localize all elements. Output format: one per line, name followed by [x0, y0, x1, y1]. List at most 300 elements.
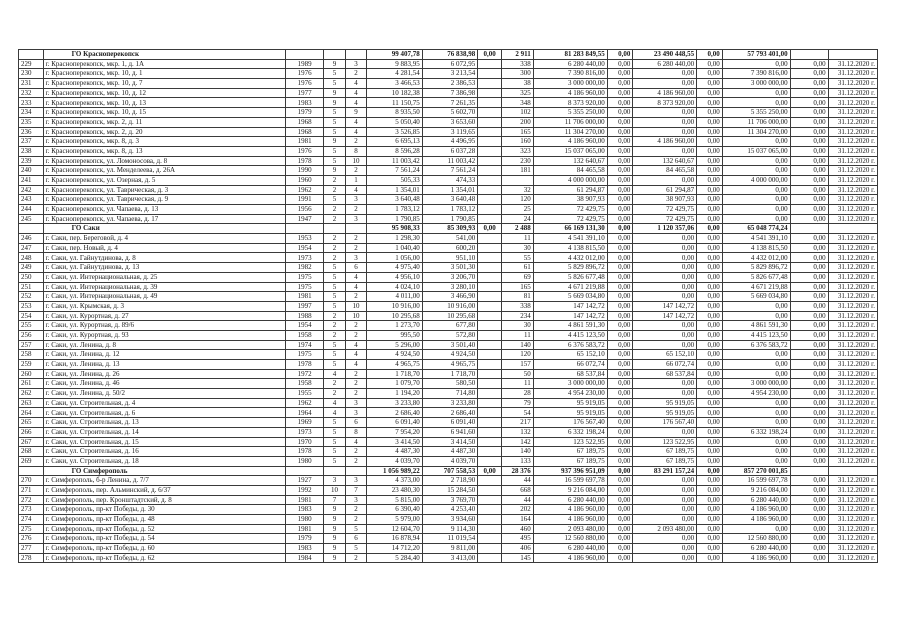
table-cell: 0,00: [790, 243, 828, 253]
table-cell: 541,00: [422, 234, 477, 244]
table-cell: 0,00: [790, 447, 828, 457]
table-cell: 176 567,40: [533, 418, 607, 428]
table-cell: 0,00: [607, 340, 633, 350]
table-cell: 0,00: [633, 321, 697, 331]
table-cell: 0,00: [790, 340, 828, 350]
table-cell: 4: [345, 360, 367, 370]
table-row: [19, 330, 878, 340]
table-cell: 31.12.2020 г.: [828, 476, 877, 486]
table-cell: 0,00: [697, 553, 723, 563]
table-row: [19, 272, 878, 282]
table-cell: 937 396 951,09: [533, 466, 607, 476]
table-cell: 165: [501, 282, 533, 292]
table-cell: 0,00: [790, 311, 828, 321]
table-cell: 31.12.2020 г.: [828, 369, 877, 379]
table-cell: 6 280 440,00: [533, 59, 607, 69]
table-cell: 95 919,05: [633, 408, 697, 418]
table-row: [19, 369, 878, 379]
table-cell: 3: [345, 476, 367, 486]
table-cell: 1975: [286, 350, 324, 360]
table-cell: г. Саки, ул. Ленина, д. 13: [43, 360, 285, 370]
table-cell: 0,00: [722, 360, 790, 370]
table-cell: 0,00: [633, 243, 697, 253]
table-cell: 31.12.2020 г.: [828, 515, 877, 525]
table-cell: 132 640,67: [633, 156, 697, 166]
table-cell: [478, 389, 502, 399]
table-cell: 240: [19, 166, 44, 176]
table-cell: 38 907,93: [533, 195, 607, 205]
table-cell: г. Красноперекопск, мкр. 10, д. 12: [43, 88, 285, 98]
table-cell: 30: [501, 321, 533, 331]
table-cell: [286, 224, 324, 234]
table-cell: 2 686,40: [367, 408, 422, 418]
table-cell: 2 911: [501, 50, 533, 60]
table-cell: 2: [345, 243, 367, 253]
table-cell: 0,00: [478, 50, 502, 60]
table-cell: 5 826 677,48: [722, 272, 790, 282]
table-cell: 4 541 391,10: [722, 234, 790, 244]
table-cell: 0,00: [790, 437, 828, 447]
table-cell: 0,00: [633, 379, 697, 389]
table-row: [19, 166, 878, 176]
table-cell: 0,00: [697, 69, 723, 79]
table-cell: 4 415 123,50: [533, 330, 607, 340]
table-cell: 44: [501, 476, 533, 486]
table-cell: 9: [324, 98, 346, 108]
table-cell: 1 790,85: [367, 214, 422, 224]
table-cell: 4: [345, 79, 367, 89]
table-cell: [478, 485, 502, 495]
table-cell: 0,00: [607, 88, 633, 98]
table-cell: г. Саки, ул. Гайнутдинова, д. 13: [43, 263, 285, 273]
table-cell: 1947: [286, 214, 324, 224]
table-cell: 1976: [286, 79, 324, 89]
table-cell: 4 924,50: [367, 350, 422, 360]
table-cell: 271: [19, 485, 44, 495]
table-cell: 123 522,95: [633, 437, 697, 447]
table-cell: 7 954,20: [367, 427, 422, 437]
table-cell: 0,00: [790, 544, 828, 554]
table-cell: 0,00: [722, 398, 790, 408]
table-cell: 995,50: [367, 330, 422, 340]
table-cell: [478, 427, 502, 437]
table-cell: 31.12.2020 г.: [828, 127, 877, 137]
table-cell: [478, 340, 502, 350]
table-cell: 0,00: [697, 340, 723, 350]
table-cell: 0,00: [790, 321, 828, 331]
table-cell: 0,00: [607, 330, 633, 340]
table-cell: 0,00: [607, 515, 633, 525]
table-row: [19, 350, 878, 360]
table-cell: 0,00: [697, 379, 723, 389]
table-cell: 0,00: [722, 350, 790, 360]
table-cell: 4 924,50: [422, 350, 477, 360]
table-cell: 2: [324, 205, 346, 215]
table-row: [19, 544, 878, 554]
table-cell: 4 186 960,00: [722, 553, 790, 563]
table-cell: 254: [19, 311, 44, 321]
table-cell: 0,00: [633, 146, 697, 156]
table-cell: 6 941,60: [422, 427, 477, 437]
table-cell: 11 706 000,00: [533, 117, 607, 127]
table-cell: 120: [501, 350, 533, 360]
table-cell: 0,00: [790, 292, 828, 302]
table-cell: 10: [324, 485, 346, 495]
table-row: [19, 98, 878, 108]
table-cell: 4 671 219,88: [722, 282, 790, 292]
table-cell: 230: [19, 69, 44, 79]
table-cell: 3: [345, 408, 367, 418]
table-cell: 38 907,93: [633, 195, 697, 205]
table-cell: 8 373 920,00: [533, 98, 607, 108]
table-cell: 31.12.2020 г.: [828, 350, 877, 360]
table-cell: 4 487,30: [367, 447, 422, 457]
table-cell: 5: [324, 350, 346, 360]
group-row: [19, 50, 878, 60]
table-cell: 0,00: [607, 301, 633, 311]
table-cell: 14 712,20: [367, 544, 422, 554]
table-row: [19, 311, 878, 321]
table-cell: [478, 495, 502, 505]
table-cell: 0,00: [607, 447, 633, 457]
table-cell: 229: [19, 59, 44, 69]
table-cell: 0,00: [607, 292, 633, 302]
table-cell: [478, 263, 502, 273]
table-cell: 31.12.2020 г.: [828, 495, 877, 505]
table-cell: 0,00: [607, 79, 633, 89]
table-cell: 11 150,75: [367, 98, 422, 108]
table-cell: 495: [501, 534, 533, 544]
table-cell: 0,00: [697, 253, 723, 263]
table-cell: 4 186 960,00: [722, 515, 790, 525]
table-cell: 249: [19, 263, 44, 273]
table-row: [19, 108, 878, 118]
table-cell: 66 169 131,30: [533, 224, 607, 234]
table-cell: 255: [19, 321, 44, 331]
table-cell: 2 093 480,00: [533, 524, 607, 534]
table-cell: 0,00: [790, 408, 828, 418]
table-cell: 31.12.2020 г.: [828, 146, 877, 156]
table-cell: 4: [324, 369, 346, 379]
table-cell: г. Саки, ул. Строительная, д. 16: [43, 447, 285, 457]
table-cell: 4 671 219,88: [533, 282, 607, 292]
table-cell: 147 142,72: [633, 311, 697, 321]
table-row: [19, 495, 878, 505]
table-cell: 4 281,54: [367, 69, 422, 79]
table-cell: 6 376 583,72: [722, 340, 790, 350]
table-cell: 9 883,95: [367, 59, 422, 69]
table-cell: 38: [501, 79, 533, 89]
table-cell: 5: [324, 301, 346, 311]
table-row: [19, 205, 878, 215]
table-cell: 31.12.2020 г.: [828, 447, 877, 457]
table-cell: 2 488: [501, 224, 533, 234]
table-cell: 505,33: [367, 175, 422, 185]
table-cell: г. Красноперекопск, мкр. 8, д. 3: [43, 137, 285, 147]
table-cell: [478, 369, 502, 379]
table-cell: 61 294,87: [633, 185, 697, 195]
table-cell: 4 039,70: [422, 456, 477, 466]
table-cell: 2 093 480,00: [633, 524, 697, 534]
table-row: [19, 292, 878, 302]
table-row: [19, 437, 878, 447]
table-cell: [345, 466, 367, 476]
table-cell: 5: [324, 195, 346, 205]
table-cell: [478, 175, 502, 185]
table-cell: 0,00: [607, 195, 633, 205]
table-cell: 2: [345, 166, 367, 176]
table-cell: 0,00: [790, 146, 828, 156]
table-cell: г. Симферополь, пр-кт Победы, д. 30: [43, 505, 285, 515]
table-cell: 241: [19, 175, 44, 185]
table-cell: 256: [19, 330, 44, 340]
table-cell: 6 332 198,24: [722, 427, 790, 437]
table-cell: 6 280 440,00: [533, 495, 607, 505]
table-cell: 3 640,48: [422, 195, 477, 205]
table-cell: 276: [19, 534, 44, 544]
table-row: [19, 379, 878, 389]
table-cell: [286, 50, 324, 60]
table-cell: 3 466,53: [367, 79, 422, 89]
table-cell: 272: [19, 495, 44, 505]
table-cell: 4 039,70: [367, 456, 422, 466]
table-cell: 0,00: [607, 98, 633, 108]
table-cell: 16 599 697,78: [533, 476, 607, 486]
table-cell: 8: [345, 146, 367, 156]
table-cell: 0,00: [697, 437, 723, 447]
table-cell: 0,00: [633, 505, 697, 515]
table-cell: 1976: [286, 146, 324, 156]
table-cell: 0,00: [790, 360, 828, 370]
table-cell: 0,00: [790, 156, 828, 166]
table-cell: 66 072,74: [533, 360, 607, 370]
table-cell: 0,00: [697, 321, 723, 331]
table-cell: [478, 418, 502, 428]
table-cell: 3 526,85: [367, 127, 422, 137]
table-cell: 260: [19, 369, 44, 379]
table-cell: 3 413,00: [422, 553, 477, 563]
table-cell: 267: [19, 437, 44, 447]
table-cell: 31.12.2020 г.: [828, 88, 877, 98]
table-cell: 10: [345, 156, 367, 166]
table-cell: 1997: [286, 301, 324, 311]
table-cell: 1972: [286, 369, 324, 379]
table-cell: 1990: [286, 166, 324, 176]
table-cell: [790, 466, 828, 476]
table-cell: г. Саки, ул. Интернациональная, д. 49: [43, 292, 285, 302]
table-cell: 1981: [286, 495, 324, 505]
table-cell: 4 000 000,00: [533, 175, 607, 185]
table-cell: [478, 553, 502, 563]
table-cell: 5: [345, 544, 367, 554]
table-cell: 4 954 230,00: [533, 389, 607, 399]
table-cell: 0,00: [790, 456, 828, 466]
table-cell: г. Саки, ул. Интернациональная, д. 39: [43, 282, 285, 292]
table-cell: 55: [501, 253, 533, 263]
table-cell: 2 718,90: [422, 476, 477, 486]
table-cell: 11 706 000,00: [722, 117, 790, 127]
table-cell: г. Красноперекопск, мкр. 10, д. 15: [43, 108, 285, 118]
table-cell: 0,00: [607, 437, 633, 447]
table-cell: 0,00: [790, 137, 828, 147]
table-cell: 4 432 012,00: [533, 253, 607, 263]
table-cell: 0,00: [607, 379, 633, 389]
table-cell: 31.12.2020 г.: [828, 360, 877, 370]
table-cell: 0,00: [697, 282, 723, 292]
table-cell: 30: [501, 243, 533, 253]
table-cell: 2: [324, 185, 346, 195]
table-cell: г. Симферополь, пер. Кронштадтский, д. 8: [43, 495, 285, 505]
table-cell: 31.12.2020 г.: [828, 321, 877, 331]
table-cell: г. Симферополь, пр-кт Победы, д. 48: [43, 515, 285, 525]
table-cell: 1 120 357,06: [633, 224, 697, 234]
table-cell: 0,00: [633, 272, 697, 282]
table-cell: г. Красноперекопск, ул. Чапаева, д. 13: [43, 205, 285, 215]
table-cell: 1 354,01: [422, 185, 477, 195]
table-cell: 4 956,10: [367, 272, 422, 282]
table-cell: 4: [345, 340, 367, 350]
table-cell: 0,00: [697, 534, 723, 544]
table-cell: 857 270 001,85: [722, 466, 790, 476]
table-cell: [478, 253, 502, 263]
table-cell: 1989: [286, 59, 324, 69]
table-cell: 0,00: [607, 137, 633, 147]
table-cell: 0,00: [607, 360, 633, 370]
table-cell: 4 965,75: [422, 360, 477, 370]
table-cell: 0,00: [633, 485, 697, 495]
table-cell: 6: [345, 418, 367, 428]
table-row: [19, 447, 878, 457]
table-cell: 2: [345, 553, 367, 563]
table-cell: [478, 330, 502, 340]
table-cell: г. Саки, ул. Строительная, д. 14: [43, 427, 285, 437]
table-cell: 4 861 591,30: [722, 321, 790, 331]
table-cell: 0,00: [607, 524, 633, 534]
table-cell: 176 567,40: [633, 418, 697, 428]
table-cell: 0,00: [607, 495, 633, 505]
table-cell: 31.12.2020 г.: [828, 553, 877, 563]
table-cell: 4 965,75: [367, 360, 422, 370]
table-cell: ГО Красноперекопск: [43, 50, 285, 60]
table-cell: 3 640,48: [367, 195, 422, 205]
table-cell: 6 376 583,72: [533, 340, 607, 350]
table-cell: 31.12.2020 г.: [828, 389, 877, 399]
table-cell: 1958: [286, 330, 324, 340]
table-cell: 230: [501, 156, 533, 166]
table-cell: 23 480,30: [367, 485, 422, 495]
table-cell: 6 280 440,00: [722, 495, 790, 505]
table-cell: [478, 214, 502, 224]
table-cell: 0,00: [790, 234, 828, 244]
table-cell: 0,00: [607, 282, 633, 292]
table-cell: 1962: [286, 398, 324, 408]
table-cell: 0,00: [607, 398, 633, 408]
document-page: [18, 49, 878, 563]
table-cell: 202: [501, 505, 533, 515]
table-cell: 261: [19, 379, 44, 389]
table-cell: г. Красноперекопск, мкр. 1, д. 1А: [43, 59, 285, 69]
table-cell: 0,00: [607, 234, 633, 244]
table-cell: 3: [345, 195, 367, 205]
table-cell: 1960: [286, 175, 324, 185]
table-cell: [501, 175, 533, 185]
table-cell: 0,00: [607, 243, 633, 253]
table-cell: 1978: [286, 360, 324, 370]
table-cell: 0,00: [697, 79, 723, 89]
table-cell: 3 000 000,00: [533, 79, 607, 89]
table-cell: 0,00: [790, 398, 828, 408]
table-cell: 1988: [286, 311, 324, 321]
table-row: [19, 175, 878, 185]
table-cell: 6: [345, 534, 367, 544]
table-cell: 120: [501, 195, 533, 205]
table-cell: 11: [501, 234, 533, 244]
table-cell: 1973: [286, 253, 324, 263]
table-cell: 0,00: [633, 515, 697, 525]
table-cell: 0,00: [722, 456, 790, 466]
table-cell: 9: [324, 534, 346, 544]
table-cell: 31.12.2020 г.: [828, 544, 877, 554]
table-cell: 4 186 960,00: [533, 505, 607, 515]
table-cell: г. Красноперекопск, ул. Озерная, д. 5: [43, 175, 285, 185]
table-cell: 95 908,33: [367, 224, 422, 234]
table-cell: г. Красноперекопск, мкр. 2, д. 11: [43, 117, 285, 127]
table-cell: [478, 524, 502, 534]
table-cell: 31.12.2020 г.: [828, 272, 877, 282]
group-row: [19, 224, 878, 234]
table-cell: 11: [501, 330, 533, 340]
table-cell: 31.12.2020 г.: [828, 243, 877, 253]
table-cell: г. Саки, ул. Ленина, д. 12: [43, 350, 285, 360]
table-cell: 160: [501, 137, 533, 147]
table-cell: 0,00: [722, 137, 790, 147]
table-row: [19, 137, 878, 147]
table-cell: 9: [324, 515, 346, 525]
table-cell: 31.12.2020 г.: [828, 282, 877, 292]
table-cell: 12 560 880,00: [722, 534, 790, 544]
table-cell: 2: [345, 292, 367, 302]
table-cell: 0,00: [722, 408, 790, 418]
table-cell: 234: [501, 311, 533, 321]
table-cell: 235: [19, 117, 44, 127]
table-cell: 31.12.2020 г.: [828, 418, 877, 428]
table-cell: 0,00: [790, 330, 828, 340]
table-cell: 3 206,70: [422, 272, 477, 282]
table-cell: 5: [324, 456, 346, 466]
table-cell: 123 522,95: [533, 437, 607, 447]
table-cell: г. Саки, ул. Интернациональная, д. 25: [43, 272, 285, 282]
table-cell: 0,00: [722, 166, 790, 176]
table-cell: 0,00: [607, 272, 633, 282]
table-cell: 85 309,93: [422, 224, 477, 234]
table-cell: 0,00: [633, 175, 697, 185]
table-cell: [478, 292, 502, 302]
table-cell: 31.12.2020 г.: [828, 379, 877, 389]
table-cell: 5: [324, 156, 346, 166]
table-cell: [478, 350, 502, 360]
table-cell: 1978: [286, 447, 324, 457]
table-cell: 4: [345, 88, 367, 98]
table-cell: 4: [345, 437, 367, 447]
table-cell: 0,00: [697, 156, 723, 166]
table-cell: 1927: [286, 476, 324, 486]
table-row: [19, 553, 878, 563]
table-cell: 4 541 391,10: [533, 234, 607, 244]
table-cell: [478, 137, 502, 147]
table-cell: г. Симферополь, пр-кт Победы, д. 62: [43, 553, 285, 563]
table-cell: 0,00: [633, 330, 697, 340]
table-cell: 165: [501, 127, 533, 137]
